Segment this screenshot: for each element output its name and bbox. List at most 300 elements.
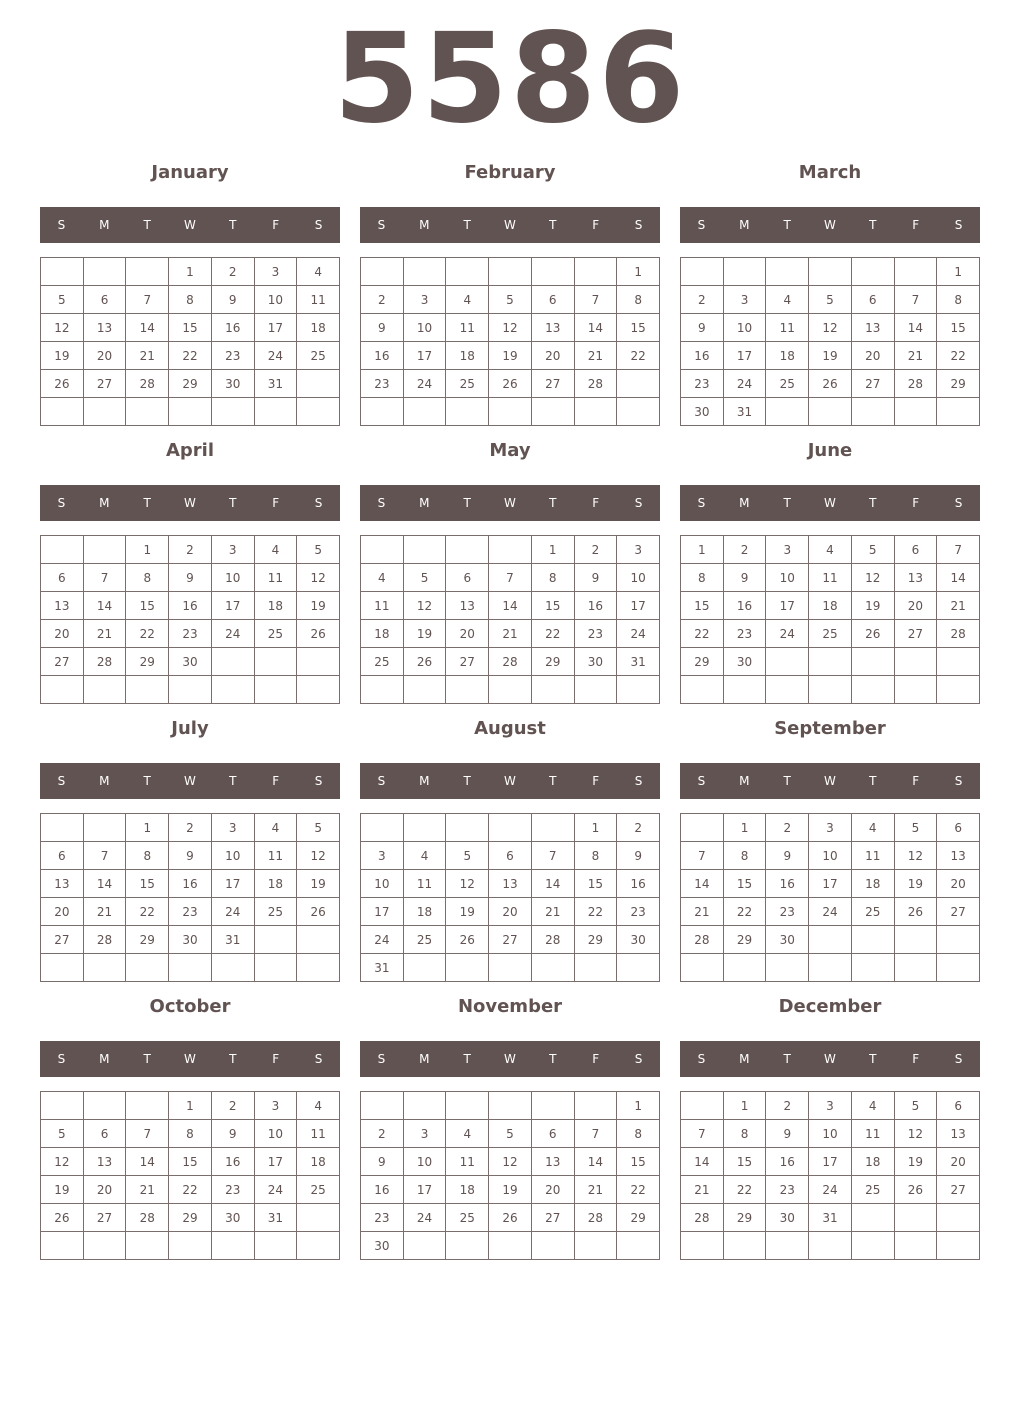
month-july — [40, 706, 340, 984]
day-cell: 11 — [361, 592, 404, 620]
empty-day-cell — [489, 1232, 532, 1260]
day-cell: 11 — [852, 842, 895, 870]
weekday-label: W — [184, 218, 196, 232]
day-cell: 8 — [169, 286, 212, 314]
day-cell: 13 — [895, 564, 938, 592]
weekday-label: W — [184, 774, 196, 788]
day-cell: 15 — [724, 1148, 767, 1176]
empty-day-cell — [255, 648, 298, 676]
month-february — [360, 150, 660, 428]
day-cell: 1 — [724, 1092, 767, 1120]
empty-day-cell — [724, 676, 767, 704]
empty-day-cell — [681, 1092, 724, 1120]
day-cell: 17 — [255, 314, 298, 342]
weekday-label: S — [314, 774, 323, 788]
day-cell: 15 — [724, 870, 767, 898]
weekday-label: S — [314, 1052, 323, 1066]
month-march — [680, 150, 980, 428]
day-cell: 21 — [575, 342, 618, 370]
empty-day-cell — [446, 536, 489, 564]
day-cell: 18 — [852, 1148, 895, 1176]
day-cell: 25 — [809, 620, 852, 648]
day-cell: 2 — [212, 1092, 255, 1120]
weekday-label: M — [419, 218, 430, 232]
day-cell: 26 — [489, 370, 532, 398]
day-cell: 7 — [681, 1120, 724, 1148]
empty-day-cell — [809, 398, 852, 426]
weekday-label: F — [592, 218, 600, 232]
day-cell: 24 — [404, 1204, 447, 1232]
day-cell: 12 — [852, 564, 895, 592]
empty-day-cell — [41, 954, 84, 982]
day-cell: 24 — [617, 620, 660, 648]
day-cell: 12 — [404, 592, 447, 620]
day-cell: 30 — [681, 398, 724, 426]
day-cell: 21 — [681, 898, 724, 926]
empty-day-cell — [852, 398, 895, 426]
empty-day-cell — [766, 398, 809, 426]
day-cell: 18 — [297, 314, 340, 342]
day-cell: 24 — [212, 620, 255, 648]
day-cell: 24 — [766, 620, 809, 648]
weekday-label: F — [912, 496, 920, 510]
empty-day-cell — [617, 1232, 660, 1260]
day-cell: 13 — [446, 592, 489, 620]
empty-day-cell — [255, 676, 298, 704]
day-cell: 1 — [575, 814, 618, 842]
day-cell: 17 — [617, 592, 660, 620]
empty-day-cell — [297, 1204, 340, 1232]
day-cell: 30 — [361, 1232, 404, 1260]
day-cell: 5 — [446, 842, 489, 870]
empty-day-cell — [937, 926, 980, 954]
day-cell: 6 — [489, 842, 532, 870]
day-cell: 2 — [617, 814, 660, 842]
day-cell: 11 — [404, 870, 447, 898]
empty-day-cell — [84, 1232, 127, 1260]
day-cell: 6 — [895, 536, 938, 564]
empty-day-cell — [126, 676, 169, 704]
weekday-label: S — [954, 774, 963, 788]
empty-day-cell — [532, 1232, 575, 1260]
weekday-header — [680, 763, 980, 799]
empty-day-cell — [446, 258, 489, 286]
day-cell: 29 — [681, 648, 724, 676]
day-cell: 11 — [809, 564, 852, 592]
weekday-label: W — [824, 496, 836, 510]
day-cell: 21 — [532, 898, 575, 926]
empty-day-cell — [617, 954, 660, 982]
day-cell: 8 — [724, 1120, 767, 1148]
day-cell: 6 — [937, 814, 980, 842]
month-name: December — [778, 996, 882, 1017]
empty-day-cell — [255, 1232, 298, 1260]
weekday-label: S — [634, 496, 643, 510]
weekday-label: M — [739, 218, 750, 232]
day-cell: 9 — [724, 564, 767, 592]
day-cell: 29 — [126, 648, 169, 676]
day-grid — [40, 813, 340, 982]
day-grid — [680, 1091, 980, 1260]
month-name: September — [774, 718, 886, 739]
empty-day-cell — [126, 258, 169, 286]
empty-day-cell — [404, 1232, 447, 1260]
month-name: April — [165, 440, 215, 461]
weekday-label: T — [549, 774, 557, 788]
day-cell: 23 — [212, 1176, 255, 1204]
empty-day-cell — [489, 954, 532, 982]
day-cell: 28 — [126, 1204, 169, 1232]
day-cell: 23 — [724, 620, 767, 648]
day-cell: 26 — [895, 898, 938, 926]
weekday-label: T — [783, 218, 791, 232]
day-cell: 16 — [361, 342, 404, 370]
day-grid — [680, 257, 980, 426]
empty-day-cell — [937, 954, 980, 982]
empty-day-cell — [809, 1232, 852, 1260]
month-name: November — [457, 996, 563, 1017]
empty-day-cell — [489, 536, 532, 564]
day-cell: 23 — [681, 370, 724, 398]
day-cell: 1 — [617, 1092, 660, 1120]
day-cell: 4 — [297, 258, 340, 286]
empty-day-cell — [766, 954, 809, 982]
day-cell: 6 — [937, 1092, 980, 1120]
empty-day-cell — [84, 398, 127, 426]
day-cell: 28 — [126, 370, 169, 398]
month-november — [360, 984, 660, 1262]
day-cell: 9 — [766, 1120, 809, 1148]
day-cell: 15 — [681, 592, 724, 620]
day-cell: 22 — [617, 342, 660, 370]
weekday-label: F — [912, 218, 920, 232]
weekday-label: T — [143, 496, 151, 510]
day-cell: 28 — [575, 1204, 618, 1232]
empty-day-cell — [937, 1204, 980, 1232]
day-grid — [40, 257, 340, 426]
day-cell: 26 — [446, 926, 489, 954]
empty-day-cell — [169, 1232, 212, 1260]
weekday-label: S — [697, 774, 706, 788]
day-cell: 27 — [895, 620, 938, 648]
day-cell: 31 — [255, 1204, 298, 1232]
weekday-header — [40, 485, 340, 521]
day-cell: 25 — [404, 926, 447, 954]
day-cell: 3 — [404, 286, 447, 314]
day-cell: 27 — [84, 370, 127, 398]
day-cell: 8 — [937, 286, 980, 314]
day-cell: 5 — [41, 286, 84, 314]
day-cell: 26 — [297, 620, 340, 648]
day-cell: 29 — [724, 1204, 767, 1232]
empty-day-cell — [84, 814, 127, 842]
day-cell: 21 — [84, 620, 127, 648]
weekday-label: T — [783, 774, 791, 788]
weekday-label: T — [463, 1052, 471, 1066]
empty-day-cell — [361, 536, 404, 564]
day-cell: 1 — [724, 814, 767, 842]
day-cell: 13 — [489, 870, 532, 898]
weekday-label: S — [954, 1052, 963, 1066]
day-cell: 22 — [575, 898, 618, 926]
day-cell: 20 — [84, 1176, 127, 1204]
day-cell: 18 — [404, 898, 447, 926]
day-cell: 1 — [169, 258, 212, 286]
day-cell: 9 — [169, 842, 212, 870]
day-cell: 3 — [212, 814, 255, 842]
day-cell: 21 — [575, 1176, 618, 1204]
weekday-label: T — [229, 496, 237, 510]
day-cell: 21 — [126, 342, 169, 370]
day-cell: 20 — [532, 1176, 575, 1204]
day-cell: 29 — [532, 648, 575, 676]
day-cell: 3 — [404, 1120, 447, 1148]
day-cell: 4 — [446, 286, 489, 314]
empty-day-cell — [489, 258, 532, 286]
day-cell: 20 — [446, 620, 489, 648]
empty-day-cell — [212, 954, 255, 982]
month-december — [680, 984, 980, 1262]
day-cell: 8 — [126, 842, 169, 870]
empty-day-cell — [446, 676, 489, 704]
day-cell: 24 — [404, 370, 447, 398]
day-cell: 11 — [446, 1148, 489, 1176]
day-cell: 22 — [532, 620, 575, 648]
empty-day-cell — [41, 1232, 84, 1260]
empty-day-cell — [766, 648, 809, 676]
day-cell: 28 — [681, 926, 724, 954]
day-cell: 15 — [617, 314, 660, 342]
day-cell: 15 — [169, 1148, 212, 1176]
empty-day-cell — [361, 676, 404, 704]
day-cell: 31 — [212, 926, 255, 954]
day-cell: 30 — [169, 926, 212, 954]
day-cell: 22 — [126, 620, 169, 648]
day-cell: 19 — [297, 870, 340, 898]
day-cell: 9 — [766, 842, 809, 870]
year-title: 5586 — [333, 7, 687, 151]
weekday-header — [360, 207, 660, 243]
weekday-header — [680, 207, 980, 243]
weekday-label: S — [954, 218, 963, 232]
day-cell: 9 — [361, 314, 404, 342]
empty-day-cell — [809, 954, 852, 982]
empty-day-cell — [404, 536, 447, 564]
day-cell: 30 — [212, 1204, 255, 1232]
empty-day-cell — [255, 954, 298, 982]
day-cell: 7 — [84, 564, 127, 592]
day-cell: 13 — [937, 1120, 980, 1148]
day-cell: 12 — [895, 1120, 938, 1148]
empty-day-cell — [809, 258, 852, 286]
month-name: June — [807, 440, 853, 461]
day-cell: 18 — [766, 342, 809, 370]
day-cell: 10 — [212, 564, 255, 592]
day-cell: 15 — [575, 870, 618, 898]
month-may — [360, 428, 660, 706]
day-cell: 11 — [766, 314, 809, 342]
weekday-label: T — [463, 218, 471, 232]
weekday-label: S — [377, 774, 386, 788]
day-cell: 19 — [895, 870, 938, 898]
day-cell: 27 — [489, 926, 532, 954]
day-cell: 18 — [361, 620, 404, 648]
day-cell: 2 — [169, 536, 212, 564]
day-cell: 29 — [724, 926, 767, 954]
day-cell: 24 — [809, 1176, 852, 1204]
empty-day-cell — [852, 258, 895, 286]
day-cell: 28 — [575, 370, 618, 398]
day-cell: 30 — [212, 370, 255, 398]
empty-day-cell — [895, 1204, 938, 1232]
empty-day-cell — [41, 1092, 84, 1120]
day-cell: 16 — [169, 592, 212, 620]
day-cell: 6 — [852, 286, 895, 314]
empty-day-cell — [532, 954, 575, 982]
day-cell: 1 — [532, 536, 575, 564]
day-cell: 4 — [852, 1092, 895, 1120]
day-cell: 24 — [212, 898, 255, 926]
empty-day-cell — [446, 954, 489, 982]
weekday-header — [40, 763, 340, 799]
day-cell: 14 — [532, 870, 575, 898]
empty-day-cell — [681, 814, 724, 842]
day-cell: 7 — [84, 842, 127, 870]
day-cell: 19 — [297, 592, 340, 620]
day-cell: 23 — [169, 898, 212, 926]
day-cell: 24 — [361, 926, 404, 954]
day-cell: 28 — [895, 370, 938, 398]
day-cell: 9 — [361, 1148, 404, 1176]
day-cell: 16 — [361, 1176, 404, 1204]
day-cell: 28 — [489, 648, 532, 676]
weekday-label: W — [824, 774, 836, 788]
day-cell: 16 — [681, 342, 724, 370]
day-cell: 21 — [937, 592, 980, 620]
empty-day-cell — [681, 258, 724, 286]
empty-day-cell — [404, 258, 447, 286]
weekday-label: F — [272, 774, 280, 788]
day-cell: 12 — [297, 842, 340, 870]
day-cell: 27 — [84, 1204, 127, 1232]
empty-day-cell — [297, 398, 340, 426]
weekday-label: F — [912, 1052, 920, 1066]
day-cell: 7 — [575, 286, 618, 314]
day-cell: 10 — [404, 314, 447, 342]
day-cell: 23 — [361, 370, 404, 398]
weekday-label: S — [57, 1052, 66, 1066]
day-cell: 6 — [532, 1120, 575, 1148]
day-cell: 19 — [41, 342, 84, 370]
day-cell: 30 — [617, 926, 660, 954]
empty-day-cell — [681, 676, 724, 704]
day-cell: 3 — [361, 842, 404, 870]
empty-day-cell — [84, 954, 127, 982]
day-cell: 11 — [297, 1120, 340, 1148]
day-cell: 27 — [852, 370, 895, 398]
day-cell: 1 — [169, 1092, 212, 1120]
weekday-label: T — [869, 218, 877, 232]
day-cell: 28 — [84, 926, 127, 954]
day-cell: 19 — [489, 342, 532, 370]
day-cell: 18 — [809, 592, 852, 620]
day-cell: 15 — [532, 592, 575, 620]
empty-day-cell — [575, 954, 618, 982]
weekday-label: F — [272, 1052, 280, 1066]
day-cell: 6 — [446, 564, 489, 592]
day-cell: 25 — [255, 620, 298, 648]
empty-day-cell — [404, 398, 447, 426]
day-cell: 20 — [41, 898, 84, 926]
day-cell: 17 — [255, 1148, 298, 1176]
empty-day-cell — [852, 954, 895, 982]
day-cell: 6 — [41, 564, 84, 592]
empty-day-cell — [446, 1092, 489, 1120]
day-cell: 23 — [766, 898, 809, 926]
empty-day-cell — [766, 1232, 809, 1260]
day-cell: 31 — [724, 398, 767, 426]
day-cell: 12 — [41, 314, 84, 342]
empty-day-cell — [404, 954, 447, 982]
empty-day-cell — [255, 398, 298, 426]
weekday-label: S — [57, 218, 66, 232]
weekday-label: S — [57, 774, 66, 788]
empty-day-cell — [766, 258, 809, 286]
day-cell: 29 — [617, 1204, 660, 1232]
day-cell: 19 — [895, 1148, 938, 1176]
weekday-label: T — [143, 774, 151, 788]
day-cell: 16 — [617, 870, 660, 898]
weekday-label: S — [57, 496, 66, 510]
day-cell: 13 — [937, 842, 980, 870]
day-cell: 7 — [126, 1120, 169, 1148]
day-cell: 6 — [41, 842, 84, 870]
day-grid — [360, 535, 660, 704]
empty-day-cell — [681, 1232, 724, 1260]
day-cell: 27 — [532, 1204, 575, 1232]
day-cell: 31 — [361, 954, 404, 982]
day-cell: 22 — [126, 898, 169, 926]
day-cell: 17 — [404, 1176, 447, 1204]
day-cell: 1 — [937, 258, 980, 286]
day-cell: 8 — [169, 1120, 212, 1148]
weekday-label: M — [99, 496, 110, 510]
month-october — [40, 984, 340, 1262]
day-cell: 3 — [255, 258, 298, 286]
weekday-label: T — [143, 218, 151, 232]
day-grid — [680, 813, 980, 982]
weekday-label: S — [377, 218, 386, 232]
month-name: August — [474, 718, 546, 739]
day-cell: 10 — [255, 1120, 298, 1148]
weekday-label: S — [634, 1052, 643, 1066]
day-cell: 2 — [766, 1092, 809, 1120]
day-cell: 11 — [255, 564, 298, 592]
weekday-label: F — [912, 774, 920, 788]
month-name: October — [149, 996, 231, 1017]
day-cell: 26 — [489, 1204, 532, 1232]
day-cell: 20 — [532, 342, 575, 370]
day-cell: 3 — [255, 1092, 298, 1120]
month-april — [40, 428, 340, 706]
empty-day-cell — [126, 1232, 169, 1260]
day-cell: 1 — [681, 536, 724, 564]
weekday-label: S — [314, 496, 323, 510]
day-cell: 25 — [297, 342, 340, 370]
day-cell: 19 — [489, 1176, 532, 1204]
day-cell: 14 — [575, 314, 618, 342]
empty-day-cell — [41, 676, 84, 704]
